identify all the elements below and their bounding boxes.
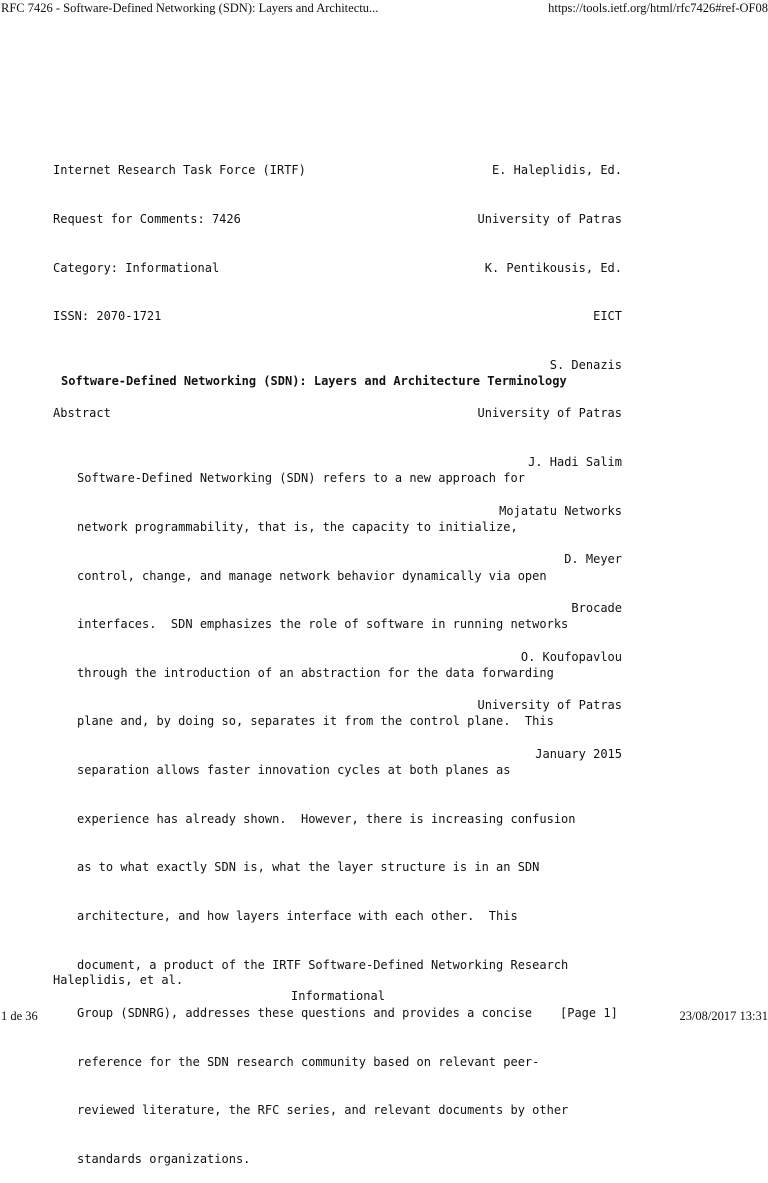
rfc-header-right-line: D. Meyer (564, 552, 622, 567)
abstract-line: through the introduction of an abstraction for the data forwarding (77, 665, 554, 680)
print-header-title: RFC 7426 - Software-Defined Networking (SDN): Layers and Architectu... (1, 1, 379, 15)
abstract-line: reference for the SDN research community based on relevant peer- (77, 1054, 540, 1069)
rfc-header-right-line: J. Hadi Salim (528, 455, 622, 470)
footer-authors: Haleplidis, et al. (53, 973, 184, 988)
abstract-line: Software-Defined Networking (SDN) refers to a new approach for (77, 471, 525, 486)
abstract-line: separation allows faster innovation cycles at both planes as (77, 763, 511, 778)
abstract-line: document, a product of the IRTF Software-Defined Networking Research (77, 957, 569, 972)
abstract-line: control, change, and manage network behavior dynamically via open (77, 568, 547, 583)
abstract-line: experience has already shown. However, there is increasing confusion (77, 811, 576, 826)
rfc-header-left (53, 130, 306, 341)
abstract-line: standards organizations. (77, 1151, 251, 1166)
abstract-line: network programmability, that is, the capacity to initialize, (77, 520, 518, 535)
print-footer-datetime: 23/08/2017 13:31 (679, 1009, 768, 1023)
rfc-header-left-line: Request for Comments: 7426 (53, 212, 241, 227)
abstract-line: reviewed literature, the RFC series, and relevant documents by other (77, 1103, 569, 1118)
rfc-header-right-line: O. Koufopavlou (520, 649, 622, 664)
abstract-line: architecture, and how layers interface with each other. This (77, 908, 518, 923)
rfc-header-right-line: E. Haleplidis, Ed. (491, 163, 622, 178)
abstract-line: plane and, by doing so, separates it from the control plane. This (77, 714, 554, 729)
rfc-header-left-line: Internet Research Task Force (IRTF) (53, 163, 306, 178)
rfc-header-right-line: University of Patras (477, 406, 622, 421)
abstract-line: interfaces. SDN emphasizes the role of software in running networks (77, 617, 569, 632)
rfc-header-right-line: S. Denazis (549, 357, 622, 372)
rfc-header-left-line: Category: Informational (53, 260, 220, 275)
rfc-header-right-line: K. Pentikousis, Ed. (484, 260, 622, 275)
abstract-heading: Abstract (53, 406, 111, 420)
rfc-header-left-line: ISSN: 2070-1721 (53, 309, 162, 324)
rfc-header-right-line: University of Patras (477, 698, 622, 713)
footer-category: Informational (291, 989, 385, 1004)
rfc-header-right-line: Brocade (571, 600, 622, 615)
print-footer-page-count: 1 de 36 (1, 1009, 38, 1023)
browser-print-header (0, 0, 768, 16)
footer-page-number: [Page 1] (560, 1005, 618, 1020)
browser-print-footer (0, 1008, 768, 1024)
rfc-header-right-line: Mojatatu Networks (499, 503, 622, 518)
rfc-header-right-line: January 2015 (535, 746, 622, 761)
abstract-line: as to what exactly SDN is, what the layer structure is in an SDN (77, 860, 540, 875)
print-header-url: https://tools.ietf.org/html/rfc7426#ref-OF08 (548, 1, 768, 15)
abstract-line: Group (SDNRG), addresses these questions and provides a concise (77, 1006, 533, 1021)
abstract-body (77, 438, 576, 1183)
rfc-header-right-line: University of Patras (477, 212, 622, 227)
rfc-header-right-line: EICT (593, 309, 622, 324)
document-title: Software-Defined Networking (SDN): Layers and Architecture Terminology (61, 374, 567, 388)
